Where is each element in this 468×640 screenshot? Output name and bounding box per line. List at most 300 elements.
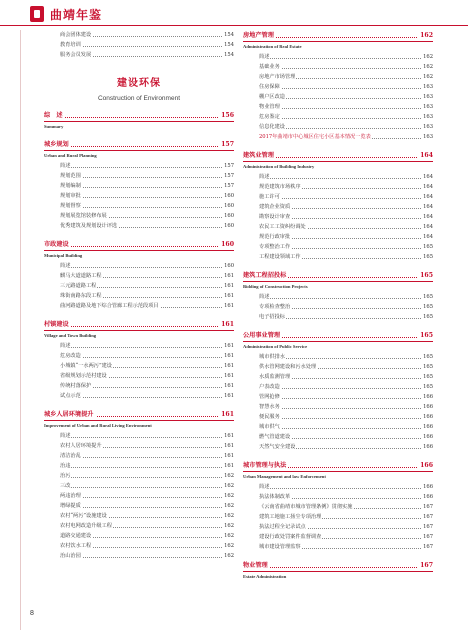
toc-entry-page: 160: [224, 203, 234, 209]
toc-entry-title: 农村饮水工程: [60, 543, 92, 549]
toc-entry-title: 管网抢修: [259, 394, 280, 400]
section-title: 建筑工程招投标: [243, 272, 287, 279]
section-title-en: Municipal Building: [44, 253, 83, 258]
toc-entry[interactable]: [259, 82, 433, 92]
toc-entry[interactable]: [259, 62, 433, 72]
section-heading[interactable]: [243, 330, 433, 341]
leader-dots: [60, 467, 234, 468]
toc-entry[interactable]: [259, 372, 433, 382]
toc-entry-page: 163: [423, 114, 433, 120]
toc-entry-title: 简述: [60, 263, 71, 269]
section-title-en: Urban Management and law Enforcement: [243, 474, 326, 479]
toc-entry[interactable]: [259, 52, 433, 62]
toc-entry[interactable]: [259, 422, 433, 432]
toc-entry-title: 农村电网改造升级工程: [60, 523, 112, 529]
leader-dots: [60, 457, 234, 458]
toc-entry-page: 162: [224, 543, 234, 549]
section-title: 城乡规划: [44, 141, 69, 148]
toc-section: [243, 560, 433, 581]
page-number: 8: [30, 610, 34, 617]
leader-dots: [60, 46, 234, 47]
toc-entry-title: 农民工工资纠纷调处: [259, 224, 306, 230]
toc-entry-title: 天然气安全建设: [259, 444, 296, 450]
toc-entry-page: 165: [423, 354, 433, 360]
toc-entry-title: 规范行政审批: [259, 234, 291, 240]
toc-entry[interactable]: [259, 112, 433, 122]
leader-dots: [60, 347, 234, 348]
leader-dots: [60, 487, 234, 488]
toc-entry-page: 162: [224, 523, 234, 529]
toc-entry[interactable]: [60, 451, 234, 461]
section-heading[interactable]: [44, 319, 234, 330]
section-heading[interactable]: [243, 560, 433, 571]
toc-entry[interactable]: [60, 461, 234, 471]
toc-entry-page: 161: [224, 393, 234, 399]
section-title-en: Estate Administration: [243, 574, 287, 579]
toc-entry-page: 162: [224, 493, 234, 499]
leader-dots: [44, 246, 234, 247]
toc-entry-title: 两违治理: [60, 493, 81, 499]
toc-entry[interactable]: [60, 291, 234, 301]
toc-entry[interactable]: [259, 402, 433, 412]
toc-entry-page: 162: [423, 54, 433, 60]
toc-entry[interactable]: [259, 522, 433, 532]
toc-entry-page: 154: [224, 52, 234, 58]
toc-entry[interactable]: [259, 542, 433, 552]
toc-entry[interactable]: [60, 441, 234, 451]
section-rule: [44, 250, 234, 251]
toc-section: [243, 270, 433, 322]
toc-entry-title: 勘察设计审查: [259, 214, 291, 220]
toc-entry-title: 户表改造: [259, 384, 280, 390]
toc-entry-page: 154: [224, 32, 234, 38]
toc-entry-title: 简述: [259, 294, 270, 300]
toc-entry-title: 信息化建设: [259, 124, 285, 130]
toc-entry-page: 166: [423, 424, 433, 430]
toc-entry-title: 专项检查整治: [259, 304, 291, 310]
toc-entry[interactable]: [60, 491, 234, 501]
toc-entry-title: 简述: [60, 163, 71, 169]
toc-entry[interactable]: [259, 512, 433, 522]
toc-entry-page: 164: [423, 174, 433, 180]
toc-entry[interactable]: [60, 221, 234, 231]
toc-entry-title: 住房保障: [259, 84, 280, 90]
toc-entry[interactable]: [60, 161, 234, 171]
toc-entry[interactable]: [60, 531, 234, 541]
toc-entry[interactable]: [60, 171, 234, 181]
section-heading[interactable]: [44, 139, 234, 150]
section-page: 165: [420, 332, 433, 339]
section-page: 160: [221, 241, 234, 248]
toc-entry-page: 160: [224, 193, 234, 199]
toc-entry-page: 165: [423, 384, 433, 390]
toc-entry[interactable]: [60, 521, 234, 531]
leader-dots: [259, 298, 433, 299]
toc-entry[interactable]: [259, 212, 433, 222]
toc-entry-title: 商会团体建设: [60, 32, 92, 38]
toc-entry-title: 麒马大道道路工程: [60, 273, 102, 279]
toc-entry[interactable]: [60, 471, 234, 481]
leader-dots: [60, 177, 234, 178]
toc-entry[interactable]: [259, 92, 433, 102]
toc-entry-page: 166: [423, 434, 433, 440]
leader-dots: [44, 117, 234, 118]
toc-entry-page: 165: [423, 294, 433, 300]
toc-entry-page: 160: [224, 223, 234, 229]
section-heading[interactable]: [243, 30, 433, 41]
leader-dots: [243, 567, 433, 568]
section-rule: [44, 330, 234, 331]
toc-entry-title: 建设行政处罚案件监督调查: [259, 534, 322, 540]
toc-entry[interactable]: [259, 232, 433, 242]
toc-entry[interactable]: [259, 482, 433, 492]
toc-entry-page: 167: [423, 504, 433, 510]
toc-entry[interactable]: [60, 30, 234, 40]
toc-entry-page: 165: [423, 254, 433, 260]
section-title-en: Administration of Building Industry: [243, 164, 315, 169]
toc-entry[interactable]: [259, 122, 433, 132]
section-title: 村镇建设: [44, 321, 69, 328]
toc-entry[interactable]: [60, 261, 234, 271]
toc-entry-title: 规划编制: [60, 183, 81, 189]
section-rule: [243, 281, 433, 282]
toc-entry[interactable]: [60, 511, 234, 521]
toc-entry-title: 简述: [259, 174, 270, 180]
toc-entry-page: 161: [224, 443, 234, 449]
toc-entry[interactable]: [259, 242, 433, 252]
toc-entry-title: 治山治园: [60, 553, 81, 559]
toc-entry[interactable]: [60, 271, 234, 281]
toc-entry-page: 162: [423, 64, 433, 70]
toc-entry-title: 规划审批: [60, 193, 81, 199]
toc-section: [44, 239, 234, 311]
toc-entry[interactable]: [259, 392, 433, 402]
toc-entry-title: 建筑企业资质: [259, 204, 291, 210]
toc-entry-title: 工程建设领域工作: [259, 254, 301, 260]
leader-dots: [60, 497, 234, 498]
section-title: 房地产管理: [243, 32, 274, 39]
leader-dots: [60, 267, 234, 268]
section-page: 162: [420, 32, 433, 39]
leader-dots: [44, 146, 234, 147]
leader-dots: [60, 507, 234, 508]
toc-entry[interactable]: [60, 201, 234, 211]
toc-entry-title: 城市建设管理监察: [259, 544, 301, 550]
leader-dots: [60, 207, 234, 208]
toc-entry-title: 城市供排水: [259, 354, 285, 360]
section-page: 157: [221, 141, 234, 148]
toc-entry-title: 传统村落保护: [60, 383, 92, 389]
toc-entry[interactable]: [259, 202, 433, 212]
leader-dots: [259, 88, 433, 89]
toc-entry-title: 简述: [60, 433, 71, 439]
toc-entry-page: 160: [224, 213, 234, 219]
toc-entry-page: 162: [224, 553, 234, 559]
leader-dots: [44, 326, 234, 327]
toc-entry-page: 160: [224, 263, 234, 269]
section-rule: [243, 471, 433, 472]
toc-entry[interactable]: [259, 412, 433, 422]
toc-entry-page: 164: [423, 194, 433, 200]
section-title: 建筑业管理: [243, 152, 274, 159]
toc-entry[interactable]: [259, 182, 433, 192]
leader-dots: [60, 397, 234, 398]
section-heading[interactable]: [243, 150, 433, 161]
section-heading[interactable]: [243, 460, 433, 471]
toc-section: [243, 150, 433, 262]
toc-entry-title: 规划范围: [60, 173, 81, 179]
toc-entry-page: 154: [224, 42, 234, 48]
toc-entry[interactable]: [60, 371, 234, 381]
section-title-en: Village and Town Building: [44, 333, 97, 338]
leader-dots: [259, 408, 433, 409]
toc-section: [243, 460, 433, 552]
section-rule: [243, 41, 433, 42]
leader-dots: [259, 68, 433, 69]
toc-entry[interactable]: [60, 361, 234, 371]
toc-entry-page: 167: [423, 514, 433, 520]
toc-entry-title: 专项整治工作: [259, 244, 291, 250]
yearbook-title: 曲靖年鉴: [50, 8, 103, 22]
toc-entry-page: 161: [224, 453, 234, 459]
toc-entry-page: 161: [224, 363, 234, 369]
leader-dots: [259, 388, 433, 389]
toc-entry-page: 161: [224, 353, 234, 359]
toc-entry-title: 供水管网建设和污水处理: [259, 364, 317, 370]
margin-rule: [20, 30, 21, 630]
section-title-en: Improvement of Urban and Rural Living Environment: [44, 423, 152, 428]
toc-entry[interactable]: [259, 192, 433, 202]
toc-entry-title: 清洁治乱: [60, 453, 81, 459]
toc-entry-page: 166: [423, 494, 433, 500]
toc-entry-page: 163: [423, 134, 433, 140]
toc-entry-title: 施工许可: [259, 194, 280, 200]
toc-entry-page: 161: [224, 273, 234, 279]
toc-entry-page: 161: [224, 433, 234, 439]
toc-entry[interactable]: [259, 442, 433, 452]
toc-section: [44, 409, 234, 561]
toc-entry-title: 规划督察: [60, 203, 81, 209]
section-rule: [44, 420, 234, 421]
toc-entry-title: 执法过程全记录试点: [259, 524, 306, 530]
toc-entry-page: 162: [224, 483, 234, 489]
toc-entry-title: 便民服务: [259, 414, 280, 420]
chapter-title-cn: 建设环保: [117, 78, 161, 89]
toc-entry-title: 危房改造: [60, 353, 81, 359]
toc-entry-title: 治污: [60, 473, 71, 479]
section-heading[interactable]: [44, 409, 234, 420]
toc-entry-title: 珠街南路东段工程: [60, 293, 102, 299]
section-page: 164: [420, 152, 433, 159]
toc-entry-page: 167: [423, 524, 433, 530]
toc-entry-title: 规划展览馆装修布展: [60, 213, 107, 219]
toc-entry-title: 智慧水务: [259, 404, 280, 410]
section-title-en: Summary: [44, 124, 64, 129]
toc-entry-page: 157: [224, 163, 234, 169]
leader-dots: [60, 357, 234, 358]
toc-entry-page: 165: [423, 244, 433, 250]
leader-dots: [259, 418, 433, 419]
toc-entry-page: 161: [224, 383, 234, 389]
leader-dots: [259, 178, 433, 179]
toc-entry-page: 165: [423, 364, 433, 370]
section-page: 161: [221, 321, 234, 328]
section-heading[interactable]: [243, 270, 433, 281]
toc-right-column: [243, 30, 433, 582]
toc-entry[interactable]: [259, 492, 433, 502]
toc-entry[interactable]: [60, 341, 234, 351]
toc-entry[interactable]: [60, 551, 234, 561]
toc-entry-title: 房地产市场管理: [259, 74, 296, 80]
toc-entry-page: 164: [423, 234, 433, 240]
toc-entry[interactable]: [60, 40, 234, 50]
toc-entry-page: 167: [423, 544, 433, 550]
toc-entry[interactable]: [60, 481, 234, 491]
toc-entry-title: 三元路道路工程: [60, 283, 97, 289]
toc-entry[interactable]: [259, 252, 433, 262]
toc-section: [243, 330, 433, 452]
toc-entry[interactable]: [259, 362, 433, 372]
toc-section: [243, 30, 433, 142]
section-page: 161: [221, 411, 234, 418]
toc-entry-title: 2017年曲靖市中心城区住宅小区基本情况一览表: [259, 134, 371, 140]
toc-left-column: [44, 30, 234, 561]
toc-entry-page: 161: [224, 303, 234, 309]
toc-entry[interactable]: [259, 302, 433, 312]
section-rule: [243, 571, 433, 572]
section-page: 167: [420, 562, 433, 569]
toc-entry-title: 增绿提质: [60, 503, 81, 509]
toc-section: [44, 319, 234, 401]
toc-entry-page: 157: [224, 183, 234, 189]
toc-entry[interactable]: [60, 501, 234, 511]
section-heading[interactable]: [44, 110, 234, 121]
leader-dots: [259, 398, 433, 399]
toc-entry-title: 基础业务: [259, 64, 280, 70]
toc-entry-page: 166: [423, 404, 433, 410]
toc-entry[interactable]: [259, 132, 433, 142]
toc-entry-title: 治违: [60, 463, 71, 469]
toc-entry[interactable]: [259, 382, 433, 392]
toc-entry[interactable]: [259, 432, 433, 442]
toc-entry-page: 164: [423, 184, 433, 190]
toc-entry-title: 小城镇“一水两污”建设: [60, 363, 112, 369]
yearbook-logo-icon: [30, 6, 44, 22]
toc-entry-title: 简述: [60, 343, 71, 349]
toc-entry-title: 道路交通建设: [60, 533, 92, 539]
toc-entry-title: 电子招投标: [259, 314, 285, 320]
toc-entry[interactable]: [259, 72, 433, 82]
toc-entry[interactable]: [60, 351, 234, 361]
toc-entry-page: 166: [423, 484, 433, 490]
toc-entry-page: 162: [224, 533, 234, 539]
toc-entry-title: 建筑工地施工扬尘专项治理: [259, 514, 322, 520]
toc-entry-page: 163: [423, 104, 433, 110]
section-title: 城市管理与执法: [243, 462, 287, 469]
toc-entry-title: 农村人居环境提升: [60, 443, 102, 449]
toc-entry[interactable]: [60, 431, 234, 441]
toc-entry-title: 三改: [60, 483, 71, 489]
toc-entry[interactable]: [259, 292, 433, 302]
leader-dots: [60, 187, 234, 188]
toc-entry-page: 161: [224, 293, 234, 299]
toc-entry-page: 164: [423, 214, 433, 220]
toc-entry[interactable]: [60, 301, 234, 311]
section-rule: [243, 341, 433, 342]
section-title: 公用事业管理: [243, 332, 281, 339]
toc-entry-page: 164: [423, 204, 433, 210]
section-page: 166: [420, 462, 433, 469]
section-rule: [243, 161, 433, 162]
section-title: 综 述: [44, 112, 63, 119]
toc-entry-title: 优秀建筑及规划设计评选: [60, 223, 118, 229]
toc-entry-title: 农村“两污”设施建设: [60, 513, 107, 519]
section-page: 165: [420, 272, 433, 279]
toc-entry-page: 162: [423, 74, 433, 80]
toc-entry-title: 水质监测管理: [259, 374, 291, 380]
leader-dots: [60, 167, 234, 168]
page-header: [0, 0, 468, 26]
toc-entry[interactable]: [259, 222, 433, 232]
toc-entry[interactable]: [259, 502, 433, 512]
section-title: 城乡人居环境提升: [44, 411, 94, 418]
toc-entry[interactable]: [60, 211, 234, 221]
toc-entry-title: 棚户区改造: [259, 94, 285, 100]
header-divider: [0, 25, 468, 26]
section-title-en: Bidding of Construction Projects: [243, 284, 308, 289]
toc-entry-page: 162: [224, 503, 234, 509]
toc-entry-title: 曲河路道路及地下综合管廊工程示范段项目: [60, 303, 159, 309]
toc-entry[interactable]: [259, 312, 433, 322]
leader-dots: [60, 557, 234, 558]
toc-entry-title: 教育培训: [60, 42, 81, 48]
toc-entry[interactable]: [60, 50, 234, 60]
toc-entry-title: 规范建筑市场秩序: [259, 184, 301, 190]
section-rule: [44, 121, 234, 122]
leader-dots: [259, 58, 433, 59]
toc-entry-page: 161: [224, 463, 234, 469]
leader-dots: [60, 197, 234, 198]
toc-entry[interactable]: [60, 541, 234, 551]
toc-entry-title: 燃气管道建设: [259, 434, 291, 440]
section-heading[interactable]: [44, 239, 234, 250]
toc-entry[interactable]: [60, 381, 234, 391]
toc-entry[interactable]: [259, 352, 433, 362]
toc-entry-page: 157: [224, 173, 234, 179]
toc-entry-page: 163: [423, 124, 433, 130]
toc-entry-title: 服务会员发展: [60, 52, 92, 58]
toc-entry[interactable]: [259, 172, 433, 182]
toc-entry[interactable]: [259, 102, 433, 112]
toc-entry[interactable]: [259, 532, 433, 542]
toc-entry-page: 163: [423, 84, 433, 90]
section-title: 物业管理: [243, 562, 268, 569]
toc-entry-title: 危房鉴定: [259, 114, 280, 120]
toc-section: [44, 110, 234, 131]
toc-entry-page: 165: [423, 304, 433, 310]
toc-entry-page: 167: [423, 534, 433, 540]
chapter-title-en: Construction of Environment: [97, 95, 180, 102]
toc-entry[interactable]: [60, 281, 234, 291]
section-page: 156: [221, 112, 234, 119]
toc-entry-page: 161: [224, 343, 234, 349]
toc-entry[interactable]: [60, 181, 234, 191]
toc-entry-title: 执法体制改革: [259, 494, 291, 500]
toc-entry-page: 166: [423, 414, 433, 420]
toc-entry[interactable]: [60, 191, 234, 201]
toc-entry[interactable]: [60, 391, 234, 401]
chapter-heading: [44, 74, 234, 102]
